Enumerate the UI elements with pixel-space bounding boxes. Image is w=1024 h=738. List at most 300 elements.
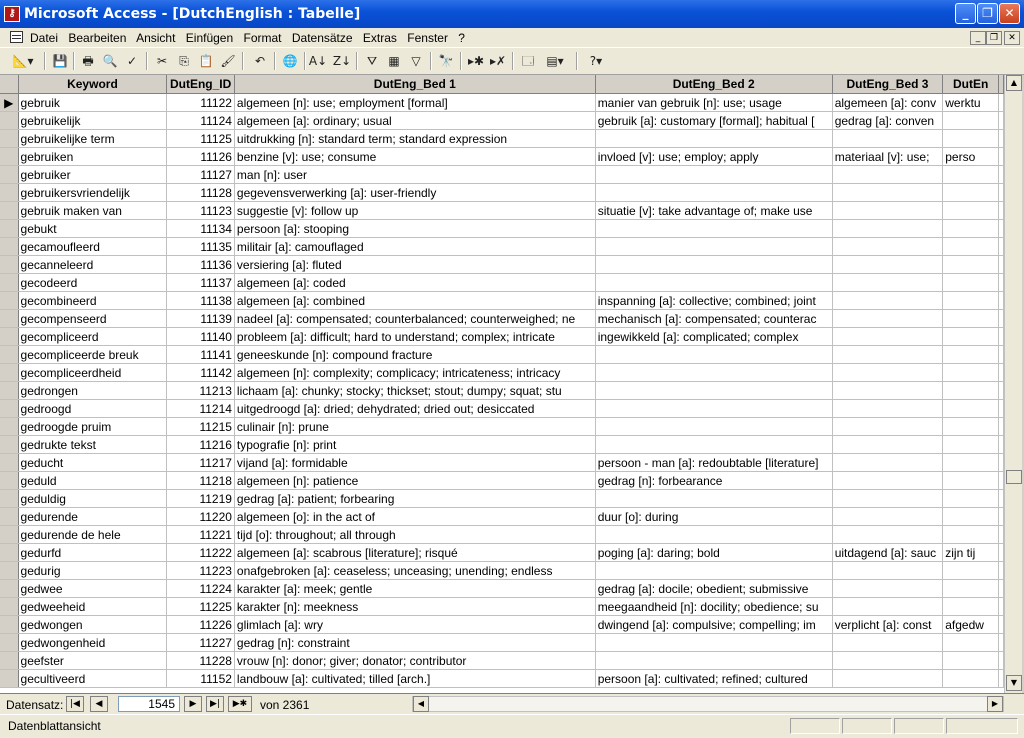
mdi-restore-button[interactable]: ❐ — [986, 31, 1002, 45]
table-cell[interactable]: algemeen [a]: ordinary; usual — [234, 112, 595, 130]
row-selector[interactable] — [0, 202, 18, 220]
table-cell[interactable]: 11134 — [167, 220, 235, 238]
table-row[interactable] — [0, 292, 1004, 310]
table-cell[interactable]: 11220 — [167, 508, 235, 526]
table-row[interactable] — [0, 436, 1004, 454]
sort-ascending-icon[interactable]: A↓ — [308, 54, 328, 68]
table-cell[interactable]: 11125 — [167, 130, 235, 148]
table-cell[interactable]: materiaal [v]: use; — [832, 148, 943, 166]
scroll-left-icon[interactable]: ◀ — [413, 696, 429, 712]
table-cell[interactable]: 11218 — [167, 472, 235, 490]
table-cell[interactable]: algemeen [a]: combined — [234, 292, 595, 310]
table-cell[interactable]: gebruik maken van — [18, 202, 167, 220]
row-selector[interactable] — [0, 256, 18, 274]
current-record-indicator-icon[interactable]: ▶ — [0, 94, 18, 112]
table-cell[interactable] — [595, 562, 832, 580]
table-cell[interactable] — [943, 238, 999, 256]
table-cell[interactable]: zijn tij — [943, 544, 999, 562]
row-selector[interactable] — [0, 382, 18, 400]
table-cell[interactable]: gecultiveerd — [18, 670, 167, 688]
table-cell[interactable]: gedwongenheid — [18, 634, 167, 652]
table-cell[interactable]: gecompliceerde breuk — [18, 346, 167, 364]
table-row[interactable] — [0, 382, 1004, 400]
table-cell[interactable] — [832, 436, 943, 454]
row-selector[interactable] — [0, 184, 18, 202]
filter-by-form-icon[interactable]: ▦ — [388, 54, 400, 68]
table-cell[interactable] — [943, 202, 999, 220]
table-cell[interactable] — [832, 238, 943, 256]
insert-hyperlink-icon[interactable]: 🌐 — [282, 54, 298, 68]
apply-filter-icon[interactable]: ▽ — [411, 54, 421, 68]
table-cell[interactable] — [832, 472, 943, 490]
table-cell[interactable]: uitdagend [a]: sauc — [832, 544, 943, 562]
table-cell[interactable]: gedrag [n]: forbearance — [595, 472, 832, 490]
table-cell[interactable]: gegevensverwerking [a]: user-friendly — [234, 184, 595, 202]
table-cell[interactable] — [595, 184, 832, 202]
table-cell[interactable]: landbouw [a]: cultivated; tilled [arch.] — [234, 670, 595, 688]
table-cell[interactable]: karakter [n]: meekness — [234, 598, 595, 616]
table-cell[interactable] — [943, 562, 999, 580]
table-cell[interactable] — [832, 652, 943, 670]
row-selector[interactable] — [0, 508, 18, 526]
table-row[interactable] — [0, 130, 1004, 148]
new-record-nav-icon[interactable]: ▶✱ — [228, 696, 252, 712]
row-selector[interactable] — [0, 436, 18, 454]
row-selector[interactable] — [0, 526, 18, 544]
table-row[interactable] — [0, 256, 1004, 274]
minimize-button[interactable]: _ — [955, 3, 976, 24]
table-row[interactable] — [0, 634, 1004, 652]
table-cell[interactable]: 11217 — [167, 454, 235, 472]
table-cell[interactable]: algemeen [a]: coded — [234, 274, 595, 292]
table-cell[interactable]: 11122 — [167, 94, 235, 112]
table-row[interactable] — [0, 148, 1004, 166]
table-cell[interactable]: onafgebroken [a]: ceaseless; unceasing; unending; endless — [234, 562, 595, 580]
table-cell[interactable]: 11127 — [167, 166, 235, 184]
view-design-icon[interactable]: 📐▾ — [12, 54, 34, 68]
scroll-thumb[interactable] — [1006, 470, 1022, 484]
table-cell[interactable]: gedrag [n]: constraint — [234, 634, 595, 652]
table-cell[interactable] — [943, 292, 999, 310]
table-cell[interactable] — [595, 166, 832, 184]
access-key-icon[interactable]: ⚷ — [4, 6, 20, 22]
table-cell[interactable] — [595, 400, 832, 418]
undo-icon[interactable]: ↶ — [254, 54, 266, 68]
table-cell[interactable]: 11213 — [167, 382, 235, 400]
table-cell[interactable]: 11226 — [167, 616, 235, 634]
table-cell[interactable] — [999, 364, 1004, 382]
spelling-icon[interactable]: ✓ — [126, 54, 138, 68]
table-cell[interactable] — [832, 328, 943, 346]
table-cell[interactable] — [832, 634, 943, 652]
menu-bearbeiten[interactable]: Bearbeiten — [68, 31, 127, 45]
format-painter-icon[interactable]: 🖌 — [220, 54, 236, 68]
row-selector[interactable] — [0, 220, 18, 238]
find-icon[interactable]: 🔭 — [438, 54, 454, 68]
table-cell[interactable] — [999, 130, 1004, 148]
database-window-icon[interactable]: 🗔 — [521, 54, 535, 68]
table-cell[interactable] — [943, 436, 999, 454]
table-cell[interactable] — [999, 112, 1004, 130]
table-cell[interactable]: 11227 — [167, 634, 235, 652]
table-cell[interactable] — [595, 274, 832, 292]
table-row[interactable] — [0, 616, 1004, 634]
row-selector[interactable] — [0, 616, 18, 634]
table-cell[interactable] — [999, 670, 1004, 688]
table-cell[interactable]: 11138 — [167, 292, 235, 310]
row-selector[interactable] — [0, 148, 18, 166]
table-cell[interactable]: gecodeerd — [18, 274, 167, 292]
row-selector[interactable] — [0, 112, 18, 130]
table-cell[interactable]: glimlach [a]: wry — [234, 616, 595, 634]
table-cell[interactable]: gedurende de hele — [18, 526, 167, 544]
table-cell[interactable] — [999, 256, 1004, 274]
table-cell[interactable]: 11139 — [167, 310, 235, 328]
paste-icon[interactable]: 📋 — [198, 54, 214, 68]
row-selector[interactable] — [0, 400, 18, 418]
table-cell[interactable]: algemeen [n]: patience — [234, 472, 595, 490]
table-cell[interactable]: gedroogd — [18, 400, 167, 418]
row-selector[interactable] — [0, 166, 18, 184]
table-cell[interactable]: versiering [a]: fluted — [234, 256, 595, 274]
table-cell[interactable]: persoon - man [a]: redoubtable [literature] — [595, 454, 832, 472]
table-cell[interactable]: afgedw — [943, 616, 999, 634]
row-selector[interactable] — [0, 418, 18, 436]
table-cell[interactable]: 11135 — [167, 238, 235, 256]
menu-datei[interactable]: Datei — [30, 31, 59, 45]
print-icon[interactable]: 🖶 — [82, 54, 94, 68]
table-cell[interactable] — [832, 670, 943, 688]
datasheet-grid[interactable] — [0, 75, 1004, 693]
table-cell[interactable]: 11123 — [167, 202, 235, 220]
table-cell[interactable] — [943, 220, 999, 238]
table-cell[interactable]: 11126 — [167, 148, 235, 166]
table-cell[interactable] — [832, 598, 943, 616]
table-row[interactable] — [0, 508, 1004, 526]
previous-record-icon[interactable]: ◀ — [90, 696, 108, 712]
table-cell[interactable]: gebruik [a]: customary [formal]; habitual [ — [595, 112, 832, 130]
row-selector[interactable] — [0, 652, 18, 670]
sort-descending-icon[interactable]: Z↓ — [332, 54, 352, 68]
table-cell[interactable] — [595, 220, 832, 238]
table-cell[interactable] — [943, 652, 999, 670]
table-cell[interactable]: algemeen [n]: complexity; complicacy; intricateness; intricacy — [234, 364, 595, 382]
table-cell[interactable]: 11142 — [167, 364, 235, 382]
table-cell[interactable] — [943, 526, 999, 544]
table-cell[interactable]: 11214 — [167, 400, 235, 418]
table-cell[interactable] — [832, 562, 943, 580]
table-cell[interactable]: militair [a]: camouflaged — [234, 238, 595, 256]
table-cell[interactable] — [595, 652, 832, 670]
row-selector[interactable] — [0, 238, 18, 256]
table-cell[interactable]: 11124 — [167, 112, 235, 130]
table-cell[interactable] — [832, 418, 943, 436]
table-cell[interactable]: gebruikelijke term — [18, 130, 167, 148]
delete-record-icon[interactable]: ▸✗ — [489, 54, 507, 68]
save-icon[interactable]: 💾 — [52, 54, 68, 68]
table-row[interactable] — [0, 166, 1004, 184]
table-cell[interactable]: 11228 — [167, 652, 235, 670]
table-cell[interactable]: 11141 — [167, 346, 235, 364]
table-cell[interactable] — [943, 274, 999, 292]
table-cell[interactable]: gedwongen — [18, 616, 167, 634]
table-cell[interactable]: gebruiker — [18, 166, 167, 184]
table-cell[interactable]: algemeen [n]: use; employment [formal] — [234, 94, 595, 112]
table-cell[interactable] — [832, 400, 943, 418]
row-selector[interactable] — [0, 454, 18, 472]
table-cell[interactable] — [832, 256, 943, 274]
row-selector[interactable] — [0, 562, 18, 580]
table-row[interactable] — [0, 220, 1004, 238]
first-record-icon[interactable]: |◀ — [66, 696, 84, 712]
menu-fenster[interactable]: Fenster — [407, 31, 448, 45]
table-cell[interactable] — [999, 580, 1004, 598]
table-cell[interactable] — [999, 526, 1004, 544]
table-cell[interactable] — [832, 292, 943, 310]
table-cell[interactable]: situatie [v]: take advantage of; make use — [595, 202, 832, 220]
column-header[interactable]: DutEn — [943, 75, 999, 94]
table-cell[interactable] — [832, 526, 943, 544]
table-cell[interactable]: tijd [o]: throughout; all through — [234, 526, 595, 544]
column-header[interactable]: DutEng_Bed 3 — [832, 75, 943, 94]
row-selector[interactable] — [0, 634, 18, 652]
table-cell[interactable]: typografie [n]: print — [234, 436, 595, 454]
table-cell[interactable] — [595, 634, 832, 652]
table-cell[interactable] — [832, 364, 943, 382]
table-cell[interactable] — [595, 238, 832, 256]
table-cell[interactable] — [595, 490, 832, 508]
table-cell[interactable]: geducht — [18, 454, 167, 472]
table-cell[interactable]: gedroogde pruim — [18, 418, 167, 436]
table-cell[interactable]: nadeel [a]: compensated; counterbalanced; counterweighed; ne — [234, 310, 595, 328]
filter-by-selection-icon[interactable]: ⛛ — [366, 54, 378, 68]
table-cell[interactable]: gecanneleerd — [18, 256, 167, 274]
table-cell[interactable]: gedrag [a]: patient; forbearing — [234, 490, 595, 508]
table-cell[interactable]: meegaandheid [n]: docility; obedience; su — [595, 598, 832, 616]
table-cell[interactable] — [943, 580, 999, 598]
table-cell[interactable] — [999, 274, 1004, 292]
table-cell[interactable]: duur [o]: during — [595, 508, 832, 526]
table-cell[interactable] — [999, 220, 1004, 238]
table-row[interactable] — [0, 238, 1004, 256]
table-cell[interactable]: gedrukte tekst — [18, 436, 167, 454]
new-object-icon[interactable]: ▤▾ — [546, 54, 564, 68]
table-cell[interactable] — [999, 148, 1004, 166]
row-selector[interactable] — [0, 310, 18, 328]
table-cell[interactable] — [999, 544, 1004, 562]
table-cell[interactable]: karakter [a]: meek; gentle — [234, 580, 595, 598]
table-cell[interactable] — [832, 310, 943, 328]
table-cell[interactable]: gedwee — [18, 580, 167, 598]
table-cell[interactable]: gedweeheid — [18, 598, 167, 616]
table-cell[interactable] — [943, 490, 999, 508]
menu-format[interactable]: Format — [243, 31, 282, 45]
table-cell[interactable] — [999, 202, 1004, 220]
copy-icon[interactable]: ⎘ — [179, 54, 189, 68]
table-cell[interactable] — [595, 382, 832, 400]
table-row[interactable] — [0, 454, 1004, 472]
table-cell[interactable] — [999, 562, 1004, 580]
table-cell[interactable]: ingewikkeld [a]: complicated; complex — [595, 328, 832, 346]
table-cell[interactable] — [943, 112, 999, 130]
row-selector[interactable] — [0, 346, 18, 364]
table-cell[interactable]: gedurende — [18, 508, 167, 526]
mdi-minimize-button[interactable]: _ — [970, 31, 986, 45]
table-cell[interactable]: manier van gebruik [n]: use; usage — [595, 94, 832, 112]
table-cell[interactable] — [999, 616, 1004, 634]
table-cell[interactable]: gecompliceerdheid — [18, 364, 167, 382]
table-cell[interactable] — [832, 580, 943, 598]
table-cell[interactable]: algemeen [a]: scabrous [literature]; risqué — [234, 544, 595, 562]
row-selector[interactable] — [0, 490, 18, 508]
menu-datensaetze[interactable]: Datensätze — [291, 31, 353, 45]
table-cell[interactable]: verplicht [a]: const — [832, 616, 943, 634]
table-cell[interactable]: 11152 — [167, 670, 235, 688]
table-cell[interactable]: mechanisch [a]: compensated; counterac — [595, 310, 832, 328]
table-cell[interactable] — [832, 490, 943, 508]
table-row[interactable] — [0, 598, 1004, 616]
row-selector[interactable] — [0, 580, 18, 598]
table-cell[interactable]: vrouw [n]: donor; giver; donator; contributor — [234, 652, 595, 670]
table-cell[interactable]: 11225 — [167, 598, 235, 616]
table-cell[interactable] — [943, 472, 999, 490]
table-cell[interactable] — [943, 328, 999, 346]
table-cell[interactable] — [999, 634, 1004, 652]
table-cell[interactable]: lichaam [a]: chunky; stocky; thickset; stout; dumpy; squat; stu — [234, 382, 595, 400]
table-cell[interactable]: gedrag [a]: docile; obedient; submissive — [595, 580, 832, 598]
menu-extras[interactable]: Extras — [362, 31, 397, 45]
table-cell[interactable] — [943, 310, 999, 328]
table-cell[interactable]: persoon [a]: stooping — [234, 220, 595, 238]
table-cell[interactable] — [595, 364, 832, 382]
table-row[interactable] — [0, 184, 1004, 202]
row-selector[interactable] — [0, 472, 18, 490]
table-cell[interactable] — [595, 436, 832, 454]
table-row[interactable] — [0, 310, 1004, 328]
table-cell[interactable]: 11223 — [167, 562, 235, 580]
table-cell[interactable]: poging [a]: daring; bold — [595, 544, 832, 562]
table-cell[interactable] — [832, 184, 943, 202]
table-cell[interactable] — [999, 292, 1004, 310]
table-cell[interactable]: probleem [a]: difficult; hard to understand; complex; intricate — [234, 328, 595, 346]
table-cell[interactable] — [832, 346, 943, 364]
table-cell[interactable] — [595, 256, 832, 274]
table-cell[interactable] — [595, 130, 832, 148]
menu-help[interactable]: ? — [458, 31, 465, 45]
table-cell[interactable] — [999, 184, 1004, 202]
table-row[interactable] — [0, 472, 1004, 490]
restore-button[interactable]: ❐ — [977, 3, 998, 24]
scroll-down-icon[interactable]: ▼ — [1006, 675, 1022, 691]
column-header[interactable]: DutEng_Bed 1 — [234, 75, 595, 94]
column-header[interactable]: DutEng_Bed 2 — [595, 75, 832, 94]
table-cell[interactable]: gebruikelijk — [18, 112, 167, 130]
table-cell[interactable] — [999, 238, 1004, 256]
table-cell[interactable]: 11216 — [167, 436, 235, 454]
table-cell[interactable] — [595, 526, 832, 544]
table-cell[interactable]: 11128 — [167, 184, 235, 202]
table-cell[interactable] — [999, 166, 1004, 184]
column-header[interactable]: DutEng_ID — [167, 75, 235, 94]
table-cell[interactable]: geduld — [18, 472, 167, 490]
table-cell[interactable]: 11136 — [167, 256, 235, 274]
cut-icon[interactable]: ✂ — [156, 54, 168, 68]
document-window-icon[interactable] — [10, 31, 23, 43]
table-cell[interactable]: dwingend [a]: compulsive; compelling; im — [595, 616, 832, 634]
table-cell[interactable]: inspanning [a]: collective; combined; joint — [595, 292, 832, 310]
table-cell[interactable]: invloed [v]: use; employ; apply — [595, 148, 832, 166]
table-row[interactable] — [0, 328, 1004, 346]
table-cell[interactable] — [943, 166, 999, 184]
table-cell[interactable] — [943, 130, 999, 148]
table-cell[interactable] — [832, 202, 943, 220]
table-cell[interactable] — [943, 346, 999, 364]
table-cell[interactable] — [999, 310, 1004, 328]
table-cell[interactable]: 11137 — [167, 274, 235, 292]
table-cell[interactable]: algemeen [a]: conv — [832, 94, 943, 112]
row-selector[interactable] — [0, 598, 18, 616]
table-cell[interactable] — [832, 130, 943, 148]
table-cell[interactable] — [999, 508, 1004, 526]
table-cell[interactable]: gecombineerd — [18, 292, 167, 310]
close-button[interactable]: ✕ — [999, 3, 1020, 24]
table-cell[interactable] — [999, 472, 1004, 490]
table-cell[interactable]: 11221 — [167, 526, 235, 544]
print-preview-icon[interactable]: 🔍 — [102, 54, 118, 68]
table-cell[interactable]: culinair [n]: prune — [234, 418, 595, 436]
table-cell[interactable]: gedurig — [18, 562, 167, 580]
table-cell[interactable]: 11215 — [167, 418, 235, 436]
table-cell[interactable] — [999, 382, 1004, 400]
table-cell[interactable]: gedrongen — [18, 382, 167, 400]
table-cell[interactable]: werktu — [943, 94, 999, 112]
help-icon[interactable]: ?▾ — [589, 54, 603, 68]
last-record-icon[interactable]: ▶| — [206, 696, 224, 712]
table-cell[interactable]: gecompenseerd — [18, 310, 167, 328]
table-cell[interactable] — [943, 382, 999, 400]
table-cell[interactable]: gebruiken — [18, 148, 167, 166]
table-cell[interactable]: persoon [a]: cultivated; refined; cultured — [595, 670, 832, 688]
table-cell[interactable]: geduldig — [18, 490, 167, 508]
table-cell[interactable] — [999, 400, 1004, 418]
table-cell[interactable]: gecompliceerd — [18, 328, 167, 346]
table-row[interactable] — [0, 112, 1004, 130]
table-row[interactable] — [0, 418, 1004, 436]
table-row[interactable] — [0, 526, 1004, 544]
table-row[interactable] — [0, 346, 1004, 364]
table-cell[interactable]: suggestie [v]: follow up — [234, 202, 595, 220]
table-cell[interactable] — [943, 184, 999, 202]
table-cell[interactable]: algemeen [o]: in the act of — [234, 508, 595, 526]
table-row[interactable] — [0, 94, 1004, 112]
table-cell[interactable]: geefster — [18, 652, 167, 670]
table-cell[interactable] — [943, 508, 999, 526]
table-cell[interactable] — [943, 454, 999, 472]
table-cell[interactable]: gecamoufleerd — [18, 238, 167, 256]
table-cell[interactable]: 11222 — [167, 544, 235, 562]
table-row[interactable] — [0, 580, 1004, 598]
table-cell[interactable] — [943, 256, 999, 274]
vertical-scrollbar[interactable] — [1004, 75, 1022, 693]
table-cell[interactable] — [999, 328, 1004, 346]
table-row[interactable] — [0, 562, 1004, 580]
table-cell[interactable]: 11140 — [167, 328, 235, 346]
table-cell[interactable] — [999, 652, 1004, 670]
table-cell[interactable] — [999, 490, 1004, 508]
column-header[interactable]: Keyword — [18, 75, 167, 94]
table-row[interactable] — [0, 652, 1004, 670]
table-cell[interactable] — [999, 436, 1004, 454]
